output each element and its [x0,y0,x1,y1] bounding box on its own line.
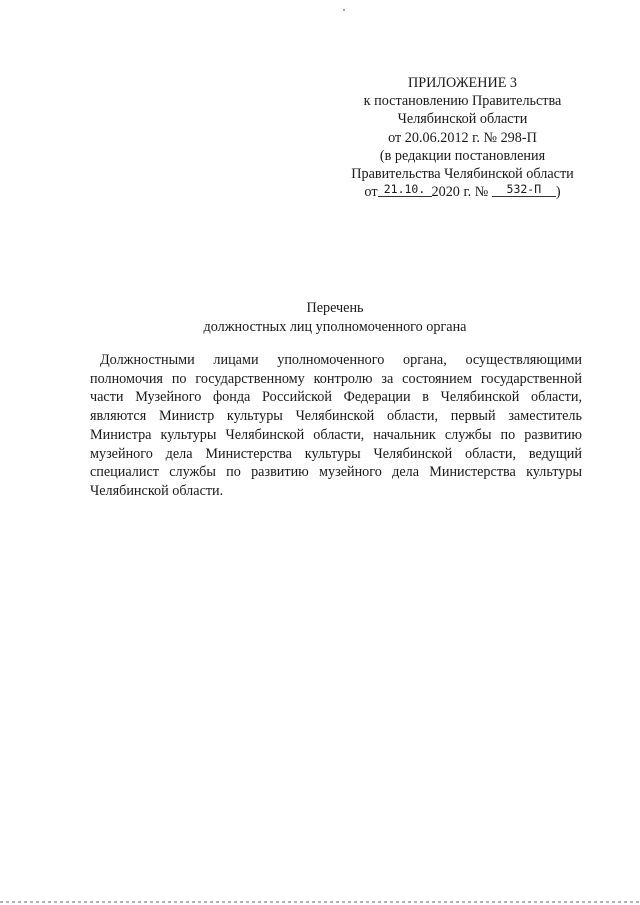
body-line: Челябинской области. [90,482,224,499]
appendix-prefix: от [364,184,378,201]
appendix-reference: к постановлению Правительства [363,93,562,110]
body-line: Министра культуры Челябинской области, начальник службы по развитию [90,426,582,443]
body-line: части Музейного фонда Российской Федерации в Челябинской области, [90,389,582,406]
scan-speck [343,9,345,11]
appendix-original-date: от 20.06.2012 г. № 298-П [388,129,537,146]
body-paragraph [90,351,582,501]
appendix-government: Правительства Челябинской области [351,166,574,183]
body-line: полномочия по государственному контролю за состоянием государственной [90,370,582,387]
body-line: музейного дела Министерства культуры Челябинской области, ведущий [90,445,582,462]
revision-date-field: 21.10. [378,183,432,197]
appendix-region: Челябинской области [397,111,528,128]
close-paren: ) [555,184,561,201]
body-line: являются Министр культуры Челябинской области, первый заместитель [90,408,582,425]
body-line: Должностными лицами уполномоченного органа, осуществляющими [100,352,582,368]
title-heading: Перечень [306,300,364,316]
appendix-revision-date-line [330,183,595,201]
scan-bottom-edge [0,901,640,903]
appendix-revision-note: (в редакции постановления [379,147,546,164]
title-subheading: должностных лиц уполномоченного органа [203,318,467,335]
appendix-header [330,74,595,201]
revision-year: 2020 г. № [431,184,489,201]
document-title [150,299,520,336]
revision-number-field: 532-П [492,183,556,197]
body-line: специалист службы по развитию музейного дела Министерства культуры [90,464,582,481]
appendix-number: ПРИЛОЖЕНИЕ 3 [407,75,518,91]
